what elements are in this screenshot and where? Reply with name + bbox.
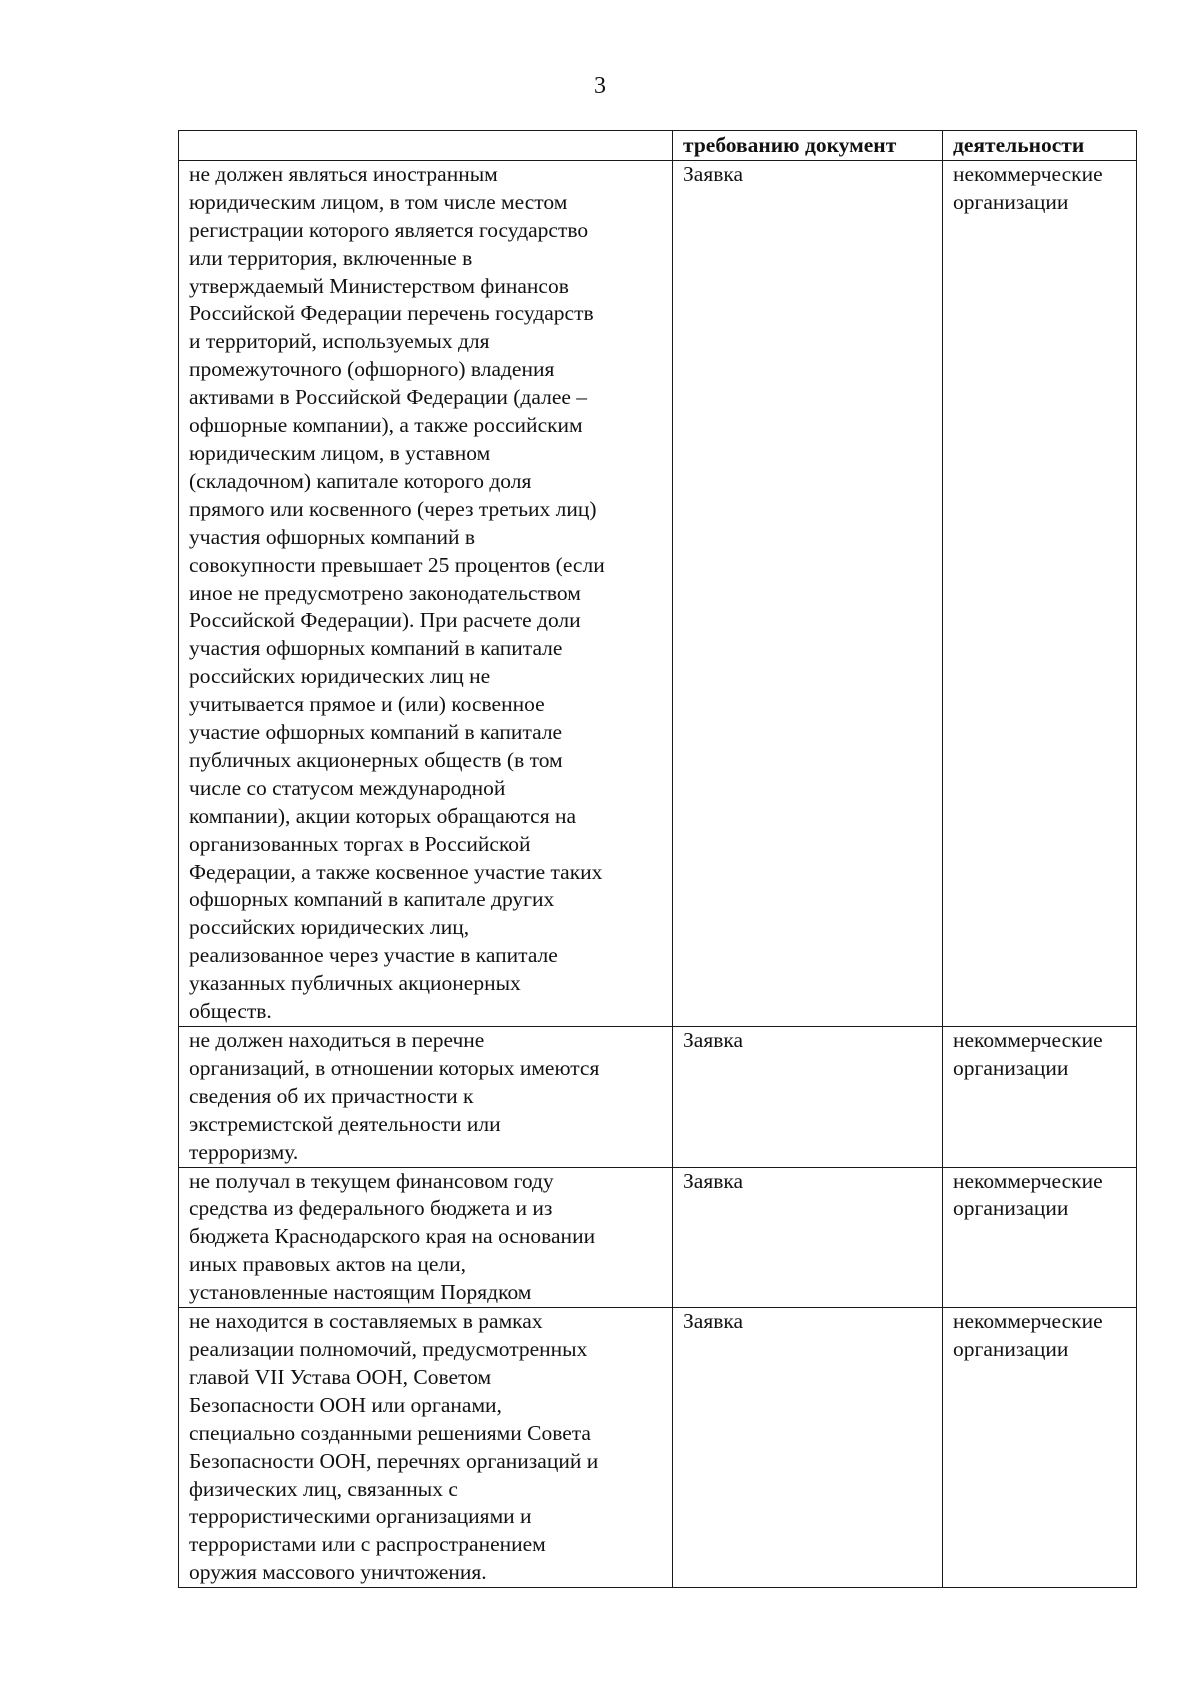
activity-cell: некоммерческие организации [943,1308,1137,1588]
requirement-cell: не должен находиться в перечне организаций, в отношении которых имеются сведения об их причастности к экстремистской деятельности или терроризму. [179,1027,673,1168]
document-cell: Заявка [673,1308,943,1588]
document-cell: Заявка [673,160,943,1026]
requirement-cell: не должен являться иностранным юридическим лицом, в том числе местом регистрации которого является государство или территория, включенные в утверждаемый Министерством финансов Российской Федерации перечень государств и территорий, используемых для промежуточного (офшорного) владения активами в Российской Федерации (далее – офшорные компании), а также российским юридическим лицом, в уставном (складочном) капитале которого доля прямого или косвенного (через третьих лиц) участия офшорных компаний в совокупности превышает 25 процентов (если иное не предусмотрено законодательством Российской Федерации). При расчете доли участия офшорных компаний в капитале российских юридических лиц не учитывается прямое и (или) косвенное участие офшорных компаний в капитале публичных акционерных обществ (в том числе со статусом международной компании), акции которых обращаются на организованных торгах в Российской Федерации, а также косвенное участие таких офшорных компаний в капитале других российских юридических лиц, реализованное через участие в капитале указанных публичных акционерных обществ. [179,160,673,1026]
requirement-cell: не получал в текущем финансовом году средства из федерального бюджета и из бюджета Краснодарского края на основании иных правовых актов на цели, установленные настоящим Порядком [179,1167,673,1308]
table-row [179,1167,1137,1308]
header-requirement [179,131,673,161]
requirement-cell: не находится в составляемых в рамках реализации полномочий, предусмотренных главой VII Устава ООН, Советом Безопасности ООН или органами, специально созданными решениями Совета Безопасности ООН, перечнях организаций и физических лиц, связанных с террористическими организациями и террористами или с распространением оружия массового уничтожения. [179,1308,673,1588]
activity-cell: некоммерческие организации [943,1167,1137,1308]
table-row [179,160,1137,1026]
activity-cell: некоммерческие организации [943,1027,1137,1168]
requirements-table [178,130,1137,1588]
header-activity: деятельности [943,131,1137,161]
header-document: требованию документ [673,131,943,161]
table-header-row [179,131,1137,161]
table-row [179,1027,1137,1168]
document-cell: Заявка [673,1167,943,1308]
activity-cell: некоммерческие организации [943,160,1137,1026]
table-row [179,1308,1137,1588]
page-number: 3 [594,73,606,99]
document-cell: Заявка [673,1027,943,1168]
